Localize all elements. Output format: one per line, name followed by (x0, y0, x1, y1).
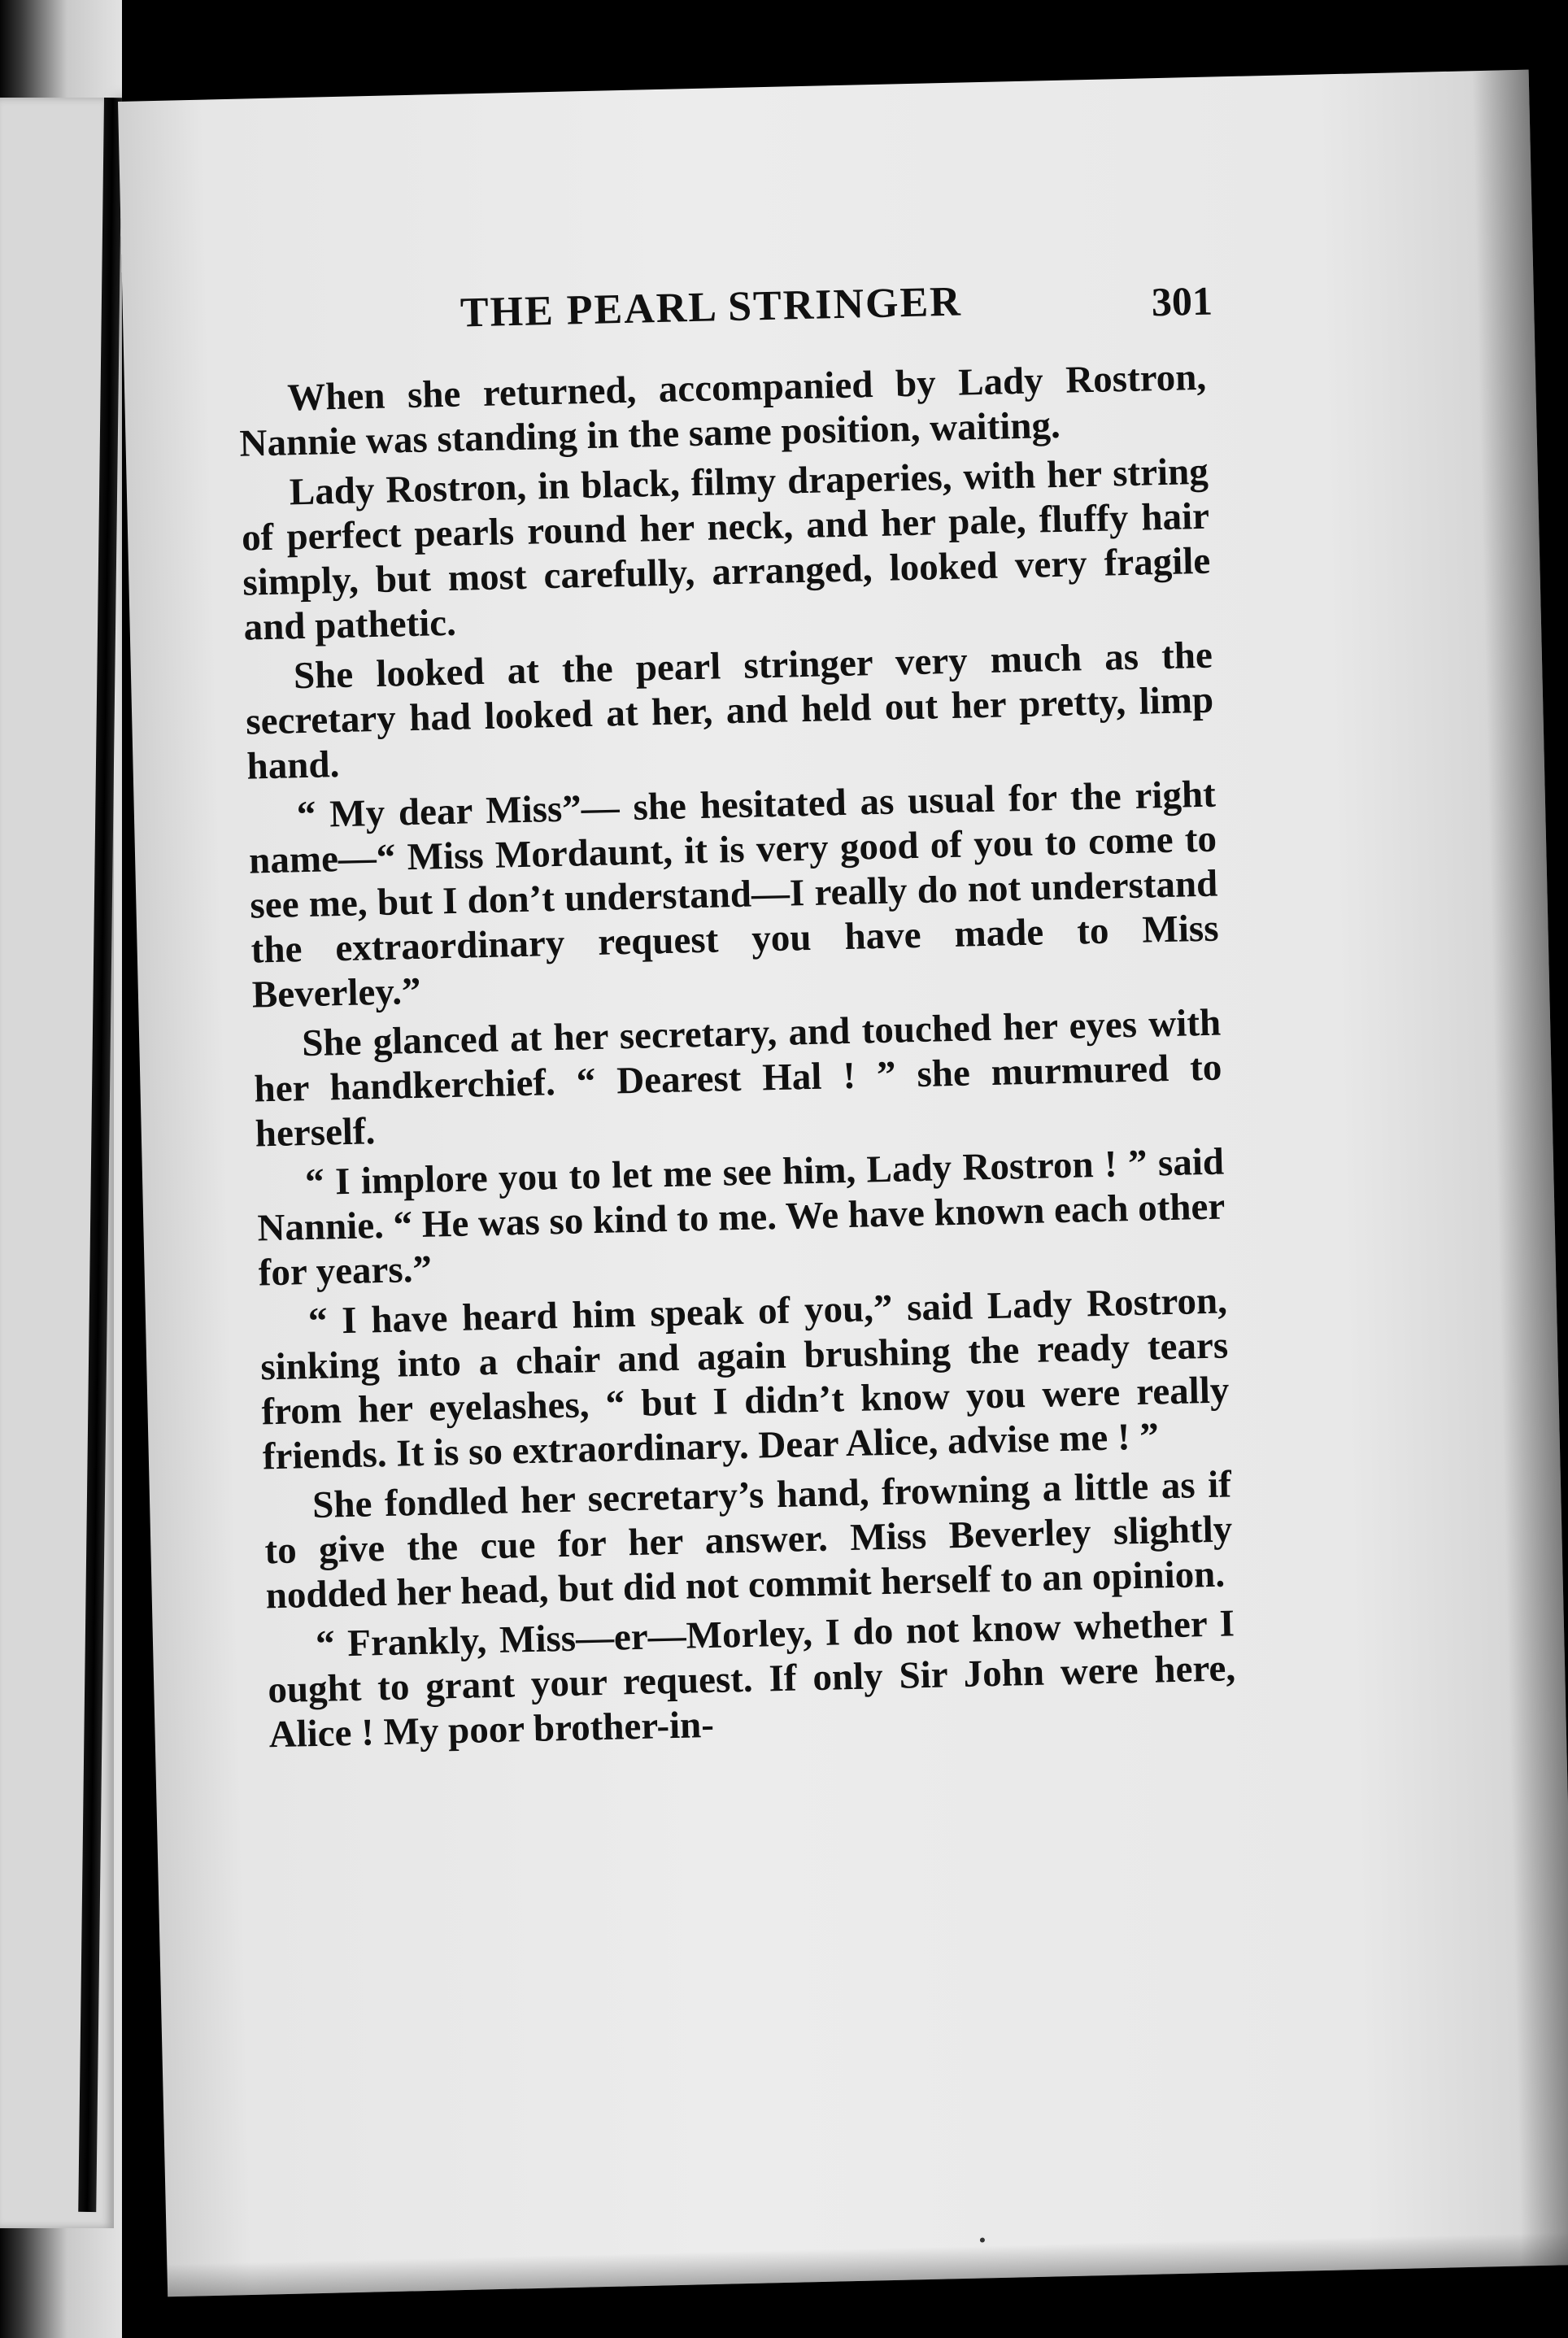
book-page (118, 70, 1568, 2297)
paragraph-2: Lady Rostron, in black, filmy draperies, with her string of perfect pearls round her neck, and her pale, fluffy hair simply, but most carefully, arranged, looked very fragile and pathetic. (241, 450, 1211, 649)
page-number: 301 (1151, 277, 1213, 325)
paragraph-1: When she returned, accompanied by Lady Rostron, Nannie was standing in the same position, waiting. (238, 355, 1207, 465)
paragraph-8: She fondled her secretary’s hand, frowning a little as if to give the cue for her answer. Miss Beverley slightly nodded her head, but did not commit herself to an opinion. (264, 1463, 1233, 1617)
paragraph-7: “ I have heard him speak of you,” said Lady Rostron, sinking into a chair and again brushing the ready tears from her eyelashes, “ but I didn’t know you were really friends. It is so extraordinary. Dear Alice, advise me ! ” (259, 1279, 1230, 1478)
running-head (236, 272, 1213, 368)
paragraph-3: She looked at the pearl stringer very much as the secretary had looked at her, and held out her pretty, limp hand. (245, 633, 1214, 788)
page-bottom-shadow (167, 2232, 1568, 2297)
page-text (236, 272, 1237, 1763)
paragraph-5: She glanced at her secretary, and touched her eyes with her handkerchief. “ Dearest Hal ! ” she murmured to herself. (254, 1001, 1222, 1156)
page-speck (980, 2237, 985, 2242)
running-title: THE PEARL STRINGER (460, 278, 963, 337)
paragraph-4: “ My dear Miss”— she hesitated as usual for the right name—“ Miss Mordaunt, it is very good of you to come to see me, but I don’t understand—I really do not understand the extraordinary request you have made to Miss Beverley.” (248, 773, 1220, 1017)
paragraph-9: “ Frankly, Miss—er—Morley, I do not know whether I ought to grant your request. If only Sir John were here, Alice ! My poor brother-in- (267, 1602, 1236, 1757)
page-right-shadow (1472, 70, 1568, 2266)
paragraph-6: “ I implore you to let me see him, Lady Rostron ! ” said Nannie. “ He was so kind to me. We have known each other for years.” (256, 1140, 1226, 1295)
